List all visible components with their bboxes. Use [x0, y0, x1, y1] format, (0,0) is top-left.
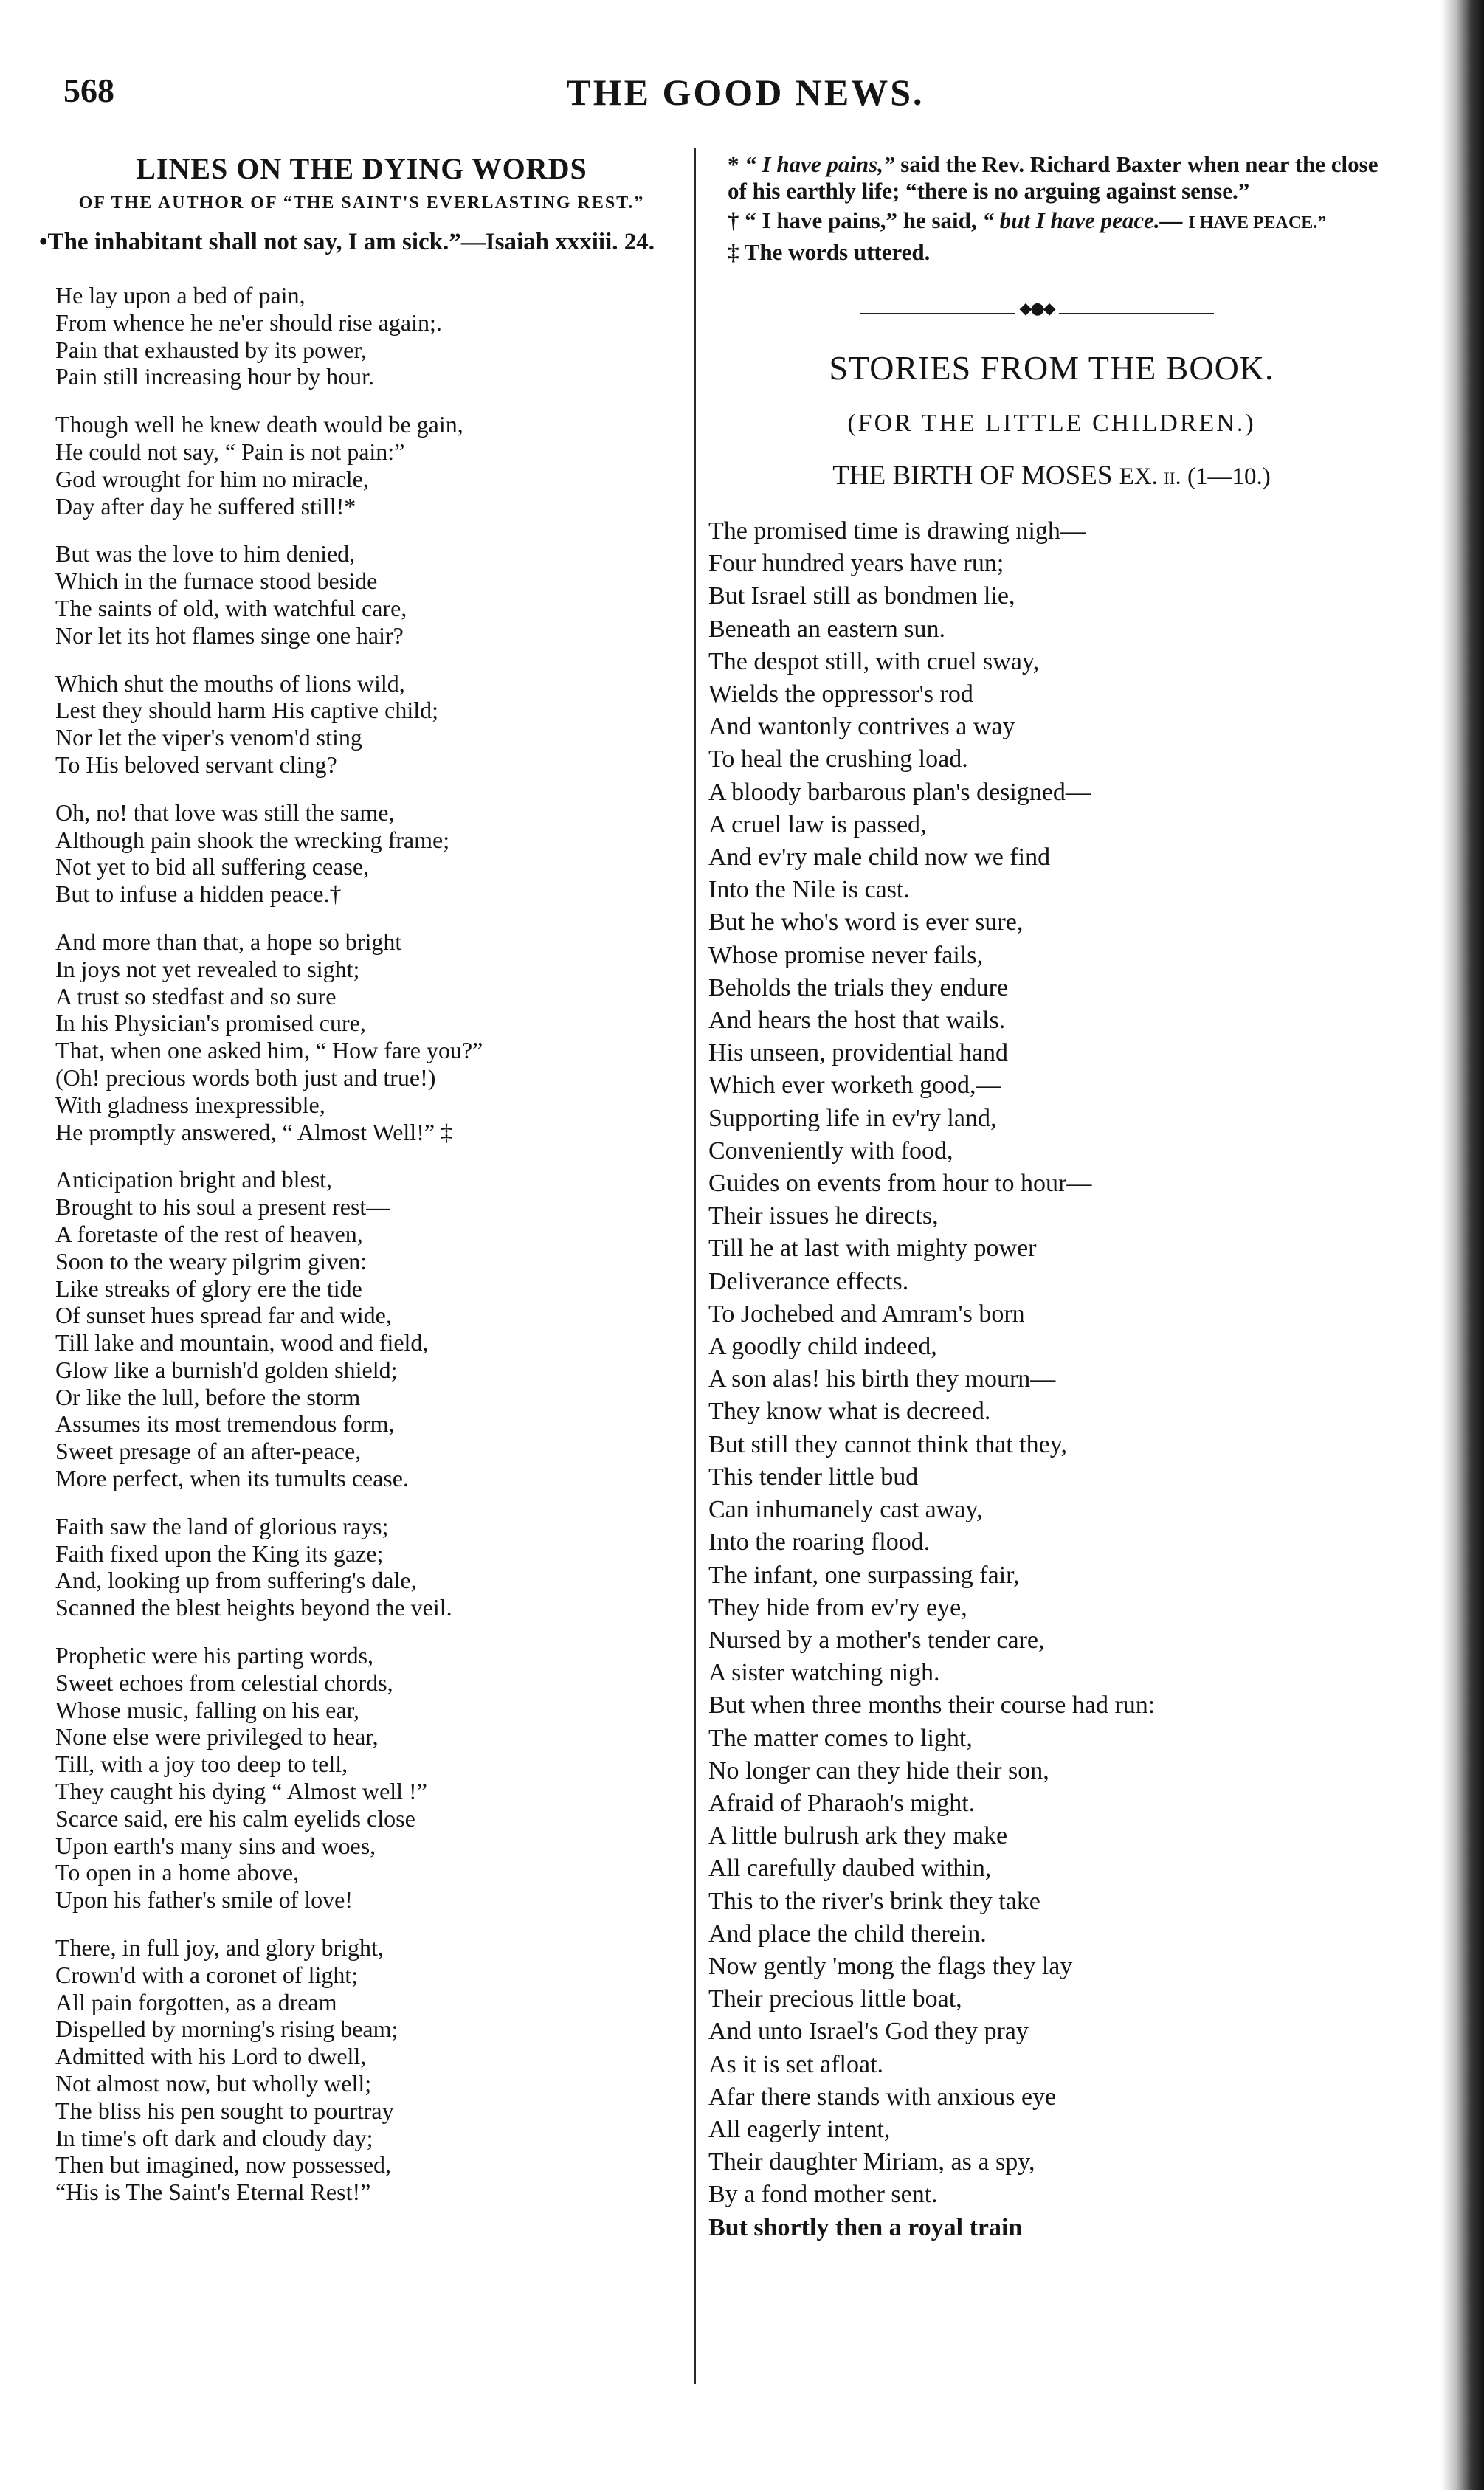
- story-line: Whose promise never fails,: [708, 941, 983, 969]
- poem-line: Or like the lull, before the storm: [55, 1383, 361, 1410]
- story-line: They know what is decreed.: [708, 1398, 991, 1426]
- poem-line: Pain that exhausted by its power,: [55, 336, 367, 363]
- poem-line: A trust so stedfast and so sure: [55, 982, 337, 1010]
- story-line: His unseen, providential hand: [708, 1039, 1009, 1067]
- poem-line: And, looking up from suffering's dale,: [55, 1567, 417, 1594]
- poem-line: Upon his father's smile of love!: [55, 1886, 353, 1914]
- story-title-text: THE BIRTH OF MOSES: [832, 461, 1113, 491]
- poem-line: He could not say, “ Pain is not pain:”: [55, 438, 405, 465]
- poem-line: Dispelled by morning's rising beam;: [55, 2015, 398, 2043]
- poem-subtitle: OF THE AUTHOR OF “THE SAINT'S EVERLASTING REST.”: [78, 193, 645, 213]
- poem-line: Assumes its most tremendous form,: [55, 1410, 395, 1438]
- footnotes: [708, 151, 1395, 266]
- footnote-text: I HAVE PEACE.”: [1188, 213, 1327, 232]
- poem-line: Faith saw the land of glorious rays;: [55, 1512, 389, 1539]
- footnote-symbol: *: [728, 151, 739, 177]
- poem-line: There, in full joy, and glory bright,: [55, 1934, 384, 1962]
- poem-line: A foretaste of the rest of heaven,: [55, 1220, 363, 1247]
- poem-line: The saints of old, with watchful care,: [55, 594, 407, 621]
- story-line: The despot still, with cruel sway,: [708, 647, 1040, 675]
- page-binding-edge: [1441, 0, 1484, 2490]
- poem-stanza: [55, 540, 690, 649]
- poem-line: Soon to the weary pilgrim given:: [55, 1247, 367, 1275]
- poem-line: They caught his dying “ Almost well !”: [55, 1778, 427, 1805]
- poem-title: LINES ON THE DYING WORDS: [136, 152, 587, 185]
- poem-stanza: [55, 282, 690, 390]
- poem-line: Not almost now, but wholly well;: [55, 2070, 372, 2097]
- story-line: And wantonly contrives a way: [708, 713, 1015, 741]
- poem-line: That, when one asked him, “ How fare you?”: [55, 1037, 483, 1064]
- story-line: Wields the oppressor's rod: [708, 680, 973, 708]
- poem-line: Oh, no! that love was still the same,: [55, 799, 395, 826]
- story-line: Supporting life in ev'ry land,: [708, 1104, 997, 1132]
- story-title: [708, 460, 1395, 492]
- story-line: Beholds the trials they endure: [708, 973, 1009, 1001]
- poem-line: Then but imagined, now possessed,: [55, 2151, 392, 2179]
- story-line: To Jochebed and Amram's born: [708, 1300, 1025, 1328]
- story-line: Their daughter Miriam, as a spy,: [708, 2148, 1035, 2176]
- story-line: A little bulrush ark they make: [708, 1822, 1008, 1850]
- footnote-symbol: ‡: [728, 239, 739, 265]
- poem-line: Till, with a joy too deep to tell,: [55, 1751, 348, 1778]
- story-line: Afar there stands with anxious eye: [708, 2083, 1057, 2111]
- poem-line: Day after day he suffered still!*: [55, 492, 356, 520]
- poem-line: Scarce said, ere his calm eyelids close: [55, 1804, 415, 1832]
- story-line: Conveniently with food,: [708, 1137, 953, 1165]
- left-column: [33, 151, 690, 2227]
- story-line: Into the roaring flood.: [708, 1528, 931, 1556]
- poem-line: But was the love to him denied,: [55, 540, 356, 568]
- poem-stanza: [55, 411, 690, 520]
- poem-line: All pain forgotten, as a dream: [55, 1988, 337, 2015]
- story-line: Afraid of Pharaoh's might.: [708, 1789, 976, 1817]
- poem-line: He promptly answered, “ Almost Well!” ‡: [55, 1118, 453, 1145]
- running-header: [59, 71, 1432, 123]
- story-line: Deliverance effects.: [708, 1267, 909, 1295]
- running-title: THE GOOD NEWS.: [566, 72, 925, 113]
- poem-line: Upon earth's many sins and woes,: [55, 1832, 376, 1859]
- story-line: A cruel law is passed,: [708, 810, 927, 838]
- story-line: All eagerly intent,: [708, 2115, 891, 2143]
- story-line: The infant, one surpassing fair,: [708, 1561, 1020, 1589]
- poem-line: Of sunset hues spread far and wide,: [55, 1302, 392, 1329]
- story-line: A goodly child indeed,: [708, 1333, 937, 1361]
- poem-line: Faith fixed upon the King its gaze;: [55, 1539, 384, 1567]
- story-line: A son alas! his birth they mourn—: [708, 1365, 1056, 1393]
- story-line: The promised time is drawing nigh—: [708, 517, 1086, 545]
- poem-stanza: [55, 799, 690, 908]
- story-line: Into the Nile is cast.: [708, 876, 910, 904]
- story-line: A sister watching nigh.: [708, 1659, 940, 1687]
- story-line: And ev'ry male child now we find: [708, 844, 1051, 872]
- poem-line: In joys not yet revealed to sight;: [55, 955, 360, 982]
- poem-line: To His beloved servant cling?: [55, 751, 337, 778]
- poem-line: Anticipation bright and blest,: [55, 1166, 333, 1193]
- poem-line: Lest they should harm His captive child;: [55, 697, 438, 724]
- story-poem: [708, 515, 1395, 2244]
- poem-line: Admitted with his Lord to dwell,: [55, 2043, 367, 2070]
- story-line: But he who's word is ever sure,: [708, 908, 1024, 937]
- poem-line: Crown'd with a coronet of light;: [55, 1961, 359, 1988]
- footnote-quote: “ I have pains,”: [745, 151, 895, 177]
- poem-line: More perfect, when its tumults cease.: [55, 1465, 409, 1492]
- poem-stanza: [55, 928, 690, 1145]
- story-reference: EX. ii. (1—10.): [1119, 463, 1271, 490]
- poem-stanza: [55, 1642, 690, 1914]
- story-line: But when three months their course had run:: [708, 1691, 1156, 1720]
- footnote-symbol: †: [728, 207, 739, 233]
- footnote-1: [708, 151, 1395, 204]
- story-line: By a fond mother sent.: [708, 2181, 938, 2209]
- poem-line: Sweet echoes from celestial chords,: [55, 1669, 393, 1696]
- story-line: A bloody barbarous plan's designed—: [708, 778, 1091, 806]
- story-line: And unto Israel's God they pray: [708, 2018, 1029, 2046]
- poem-line: Although pain shook the wrecking frame;: [55, 826, 450, 853]
- poem-line: Till lake and mountain, wood and field,: [55, 1329, 429, 1356]
- story-line: Till he at last with mighty power: [708, 1235, 1037, 1263]
- right-column: [708, 151, 1395, 2244]
- story-line: All carefully daubed within,: [708, 1855, 992, 1883]
- story-line: Beneath an eastern sun.: [708, 615, 945, 643]
- poem-line: Prophetic were his parting words,: [55, 1642, 374, 1669]
- story-line: Can inhumanely cast away,: [708, 1496, 983, 1524]
- footnote-text: The words uttered.: [744, 239, 931, 265]
- poem-line: Scanned the blest heights beyond the veil.: [55, 1594, 452, 1621]
- story-line: As it is set afloat.: [708, 2050, 884, 2078]
- poem-line: In time's oft dark and cloudy day;: [55, 2124, 373, 2151]
- poem-line: “His is The Saint's Eternal Rest!”: [55, 2179, 371, 2206]
- story-line: But Israel still as bondmen lie,: [708, 582, 1015, 610]
- poem-line: From whence he ne'er should rise again;.: [55, 308, 442, 336]
- poem-line: He lay upon a bed of pain,: [55, 282, 306, 308]
- poem-epigraph: [39, 227, 690, 257]
- footnote-3: [708, 239, 1395, 266]
- story-line: Nursed by a mother's tender care,: [708, 1626, 1045, 1654]
- story-line: This to the river's brink they take: [708, 1887, 1040, 1915]
- poem-line: Brought to his soul a present rest—: [55, 1193, 390, 1221]
- poem-line: Which shut the mouths of lions wild,: [55, 669, 405, 697]
- story-line: But shortly then a royal train: [708, 2213, 1023, 2241]
- epigraph-text: •The inhabitant shall not say, I am sick.”: [39, 229, 461, 255]
- story-line: Which ever worketh good,—: [708, 1072, 1001, 1100]
- story-line: They hide from ev'ry eye,: [708, 1593, 967, 1621]
- poem-line: And more than that, a hope so bright: [55, 928, 402, 955]
- story-line: Their precious little boat,: [708, 1985, 962, 2013]
- footnote-quote: “ I have pains,” he said,: [745, 207, 983, 233]
- story-line: Now gently 'mong the flags they lay: [708, 1952, 1073, 1980]
- poem-line: Which in the furnace stood beside: [55, 568, 378, 595]
- story-line: And hears the host that wails.: [708, 1007, 1006, 1035]
- poem-line: Nor let its hot flames singe one hair?: [55, 621, 404, 649]
- story-line: This tender little bud: [708, 1463, 919, 1491]
- page-number: 568: [63, 72, 114, 109]
- poem-line: Nor let the viper's venom'd sting: [55, 724, 362, 751]
- story-line: Guides on events from hour to hour—: [708, 1170, 1092, 1198]
- footnote-text: said the Rev. Richard Baxter when near the close of his earthly life; “there is no arguing against sense.”: [728, 151, 1378, 204]
- footnote-italic: “ but I have peace.—: [982, 207, 1183, 233]
- section-divider-ornament: ◆●◆: [860, 308, 1214, 319]
- poem-body: [33, 282, 690, 2206]
- poem-line: (Oh! precious words both just and true!): [55, 1063, 436, 1091]
- story-line: To heal the crushing load.: [708, 745, 968, 773]
- story-line: And place the child therein.: [708, 1920, 987, 1948]
- poem-line: None else were privileged to hear,: [55, 1723, 379, 1751]
- poem-line: The bliss his pen sought to pourtray: [55, 2097, 394, 2124]
- story-line: Four hundred years have run;: [708, 550, 1004, 578]
- poem-line: Glow like a burnish'd golden shield;: [55, 1356, 398, 1383]
- poem-line: Whose music, falling on his ear,: [55, 1696, 359, 1723]
- epigraph-reference: —Isaiah xxxiii. 24.: [460, 229, 655, 255]
- section-title: STORIES FROM THE BOOK.: [829, 349, 1274, 387]
- footnote-2: [708, 207, 1395, 236]
- section-subtitle: (FOR THE LITTLE CHILDREN.): [847, 410, 1256, 437]
- poem-stanza: [55, 1166, 690, 1492]
- poem-stanza: [55, 1934, 690, 2206]
- poem-stanza: [55, 670, 690, 779]
- poem-line: But to infuse a hidden peace.†: [55, 880, 342, 908]
- poem-line: Though well he knew death would be gain,: [55, 411, 463, 438]
- story-line: Their issues he directs,: [708, 1202, 939, 1230]
- poem-line: Like streaks of glory ere the tide: [55, 1275, 362, 1302]
- column-rule: [694, 148, 696, 2384]
- poem-line: To open in a home above,: [55, 1859, 300, 1886]
- story-line: But still they cannot think that they,: [708, 1430, 1068, 1458]
- poem-line: Pain still increasing hour by hour.: [55, 363, 374, 390]
- poem-line: Sweet presage of an after-peace,: [55, 1438, 362, 1465]
- story-line: No longer can they hide their son,: [708, 1756, 1049, 1784]
- poem-line: In his Physician's promised cure,: [55, 1010, 366, 1037]
- poem-line: Not yet to bid all suffering cease,: [55, 853, 370, 880]
- poem-line: With gladness inexpressible,: [55, 1091, 325, 1118]
- poem-stanza: [55, 1513, 690, 1621]
- story-line: The matter comes to light,: [708, 1724, 973, 1752]
- poem-line: God wrought for him no miracle,: [55, 465, 369, 492]
